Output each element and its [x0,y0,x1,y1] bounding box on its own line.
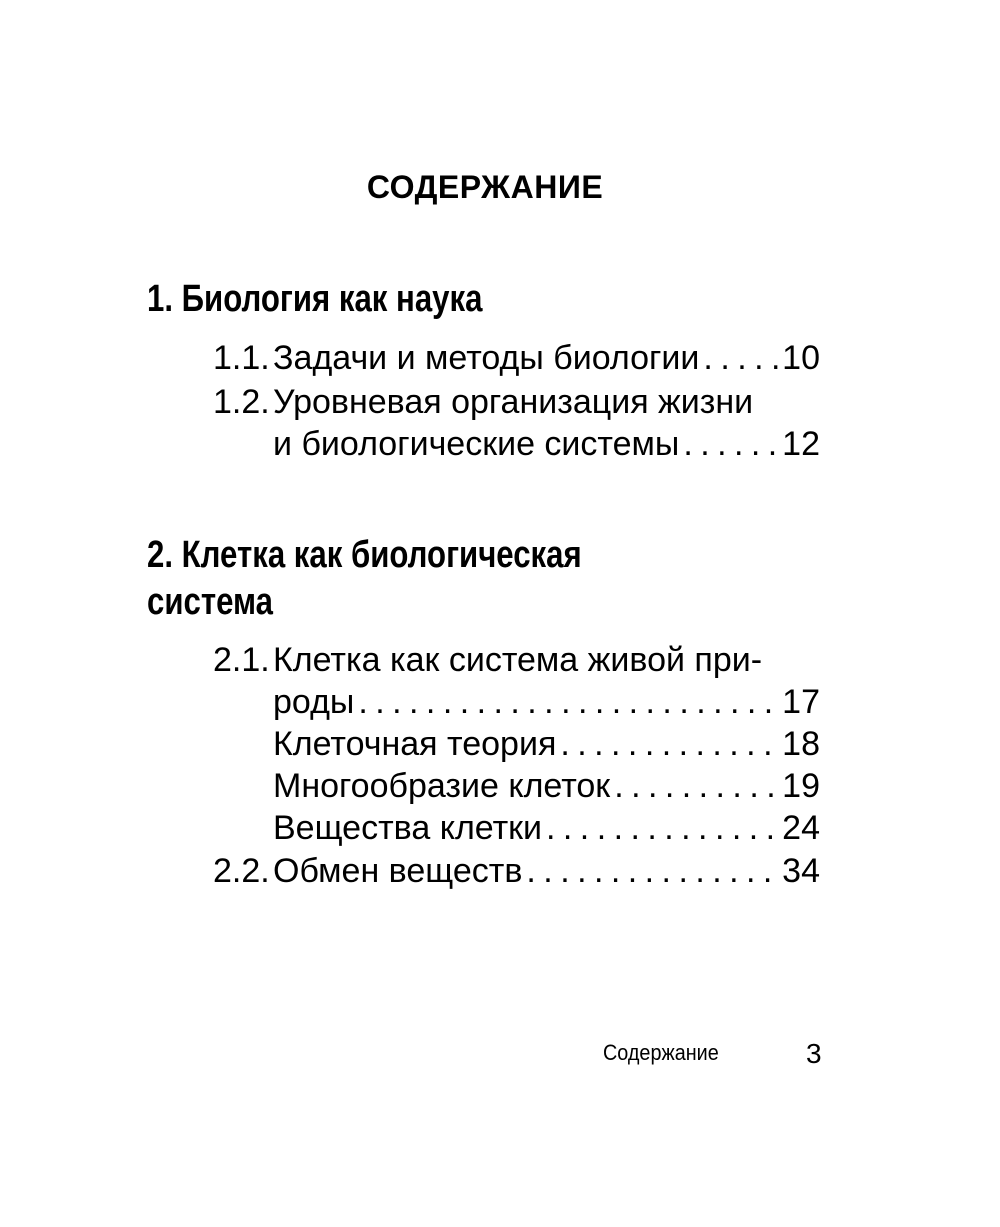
dot-leader [679,422,782,466]
section-1-heading: 1. Биология как наука [147,278,483,320]
toc-entry-number: 2.1. [213,641,270,679]
page-title: СОДЕРЖАНИЕ [366,169,604,205]
toc-entry-page: 34 [782,852,820,890]
toc-entry-cell-substances[interactable] [213,806,820,850]
dot-leader [354,680,782,724]
toc-entry-title: Многообразие клеток [273,767,611,805]
toc-entry-cell-diversity[interactable] [213,764,820,808]
toc-entry-page: 17 [782,683,820,721]
toc-entry-2-1-continued[interactable] [213,680,820,724]
page-number: 3 [806,1038,822,1069]
toc-entry-2-2[interactable] [213,849,820,893]
toc-entry-number: 1.1. [213,339,270,377]
toc-entry-cell-theory[interactable] [213,722,820,766]
toc-entry-page: 24 [782,809,820,847]
toc-entry-title: Клеточная теория [273,725,557,763]
toc-entry-title: Обмен веществ [273,852,523,890]
dot-leader [610,764,782,808]
toc-entry-page: 18 [782,725,820,763]
toc-entry-1-2-continued[interactable] [213,422,820,466]
toc-entry-number: 1.2. [213,383,270,421]
toc-entry-page: 12 [782,425,820,463]
toc-entry-page: 19 [782,767,820,805]
toc-entry-number: 2.2. [213,852,270,890]
section-2-heading-line2: система [147,581,273,623]
toc-entry-title: Задачи и методы биологии [273,339,700,377]
toc-entry-1-1[interactable] [213,336,820,380]
dot-leader [556,722,782,766]
section-2-heading: 2. Клетка как биологическая [147,534,582,576]
toc-entry-1-2[interactable] [213,380,820,424]
dot-leader [542,806,782,850]
toc-entry-title: роды [273,683,355,721]
toc-entry-title: и биологические системы [273,425,680,463]
dot-leader [522,849,782,893]
toc-entry-title: Уровневая организация жизни [273,383,754,421]
dot-leader [699,336,782,380]
toc-entry-title: Клетка как система живой при- [273,641,763,679]
toc-entry-title: Вещества клетки [273,809,543,847]
toc-entry-2-1[interactable] [213,638,820,682]
running-footer-title: Содержание [603,1040,719,1065]
toc-entry-page: 10 [782,339,820,377]
